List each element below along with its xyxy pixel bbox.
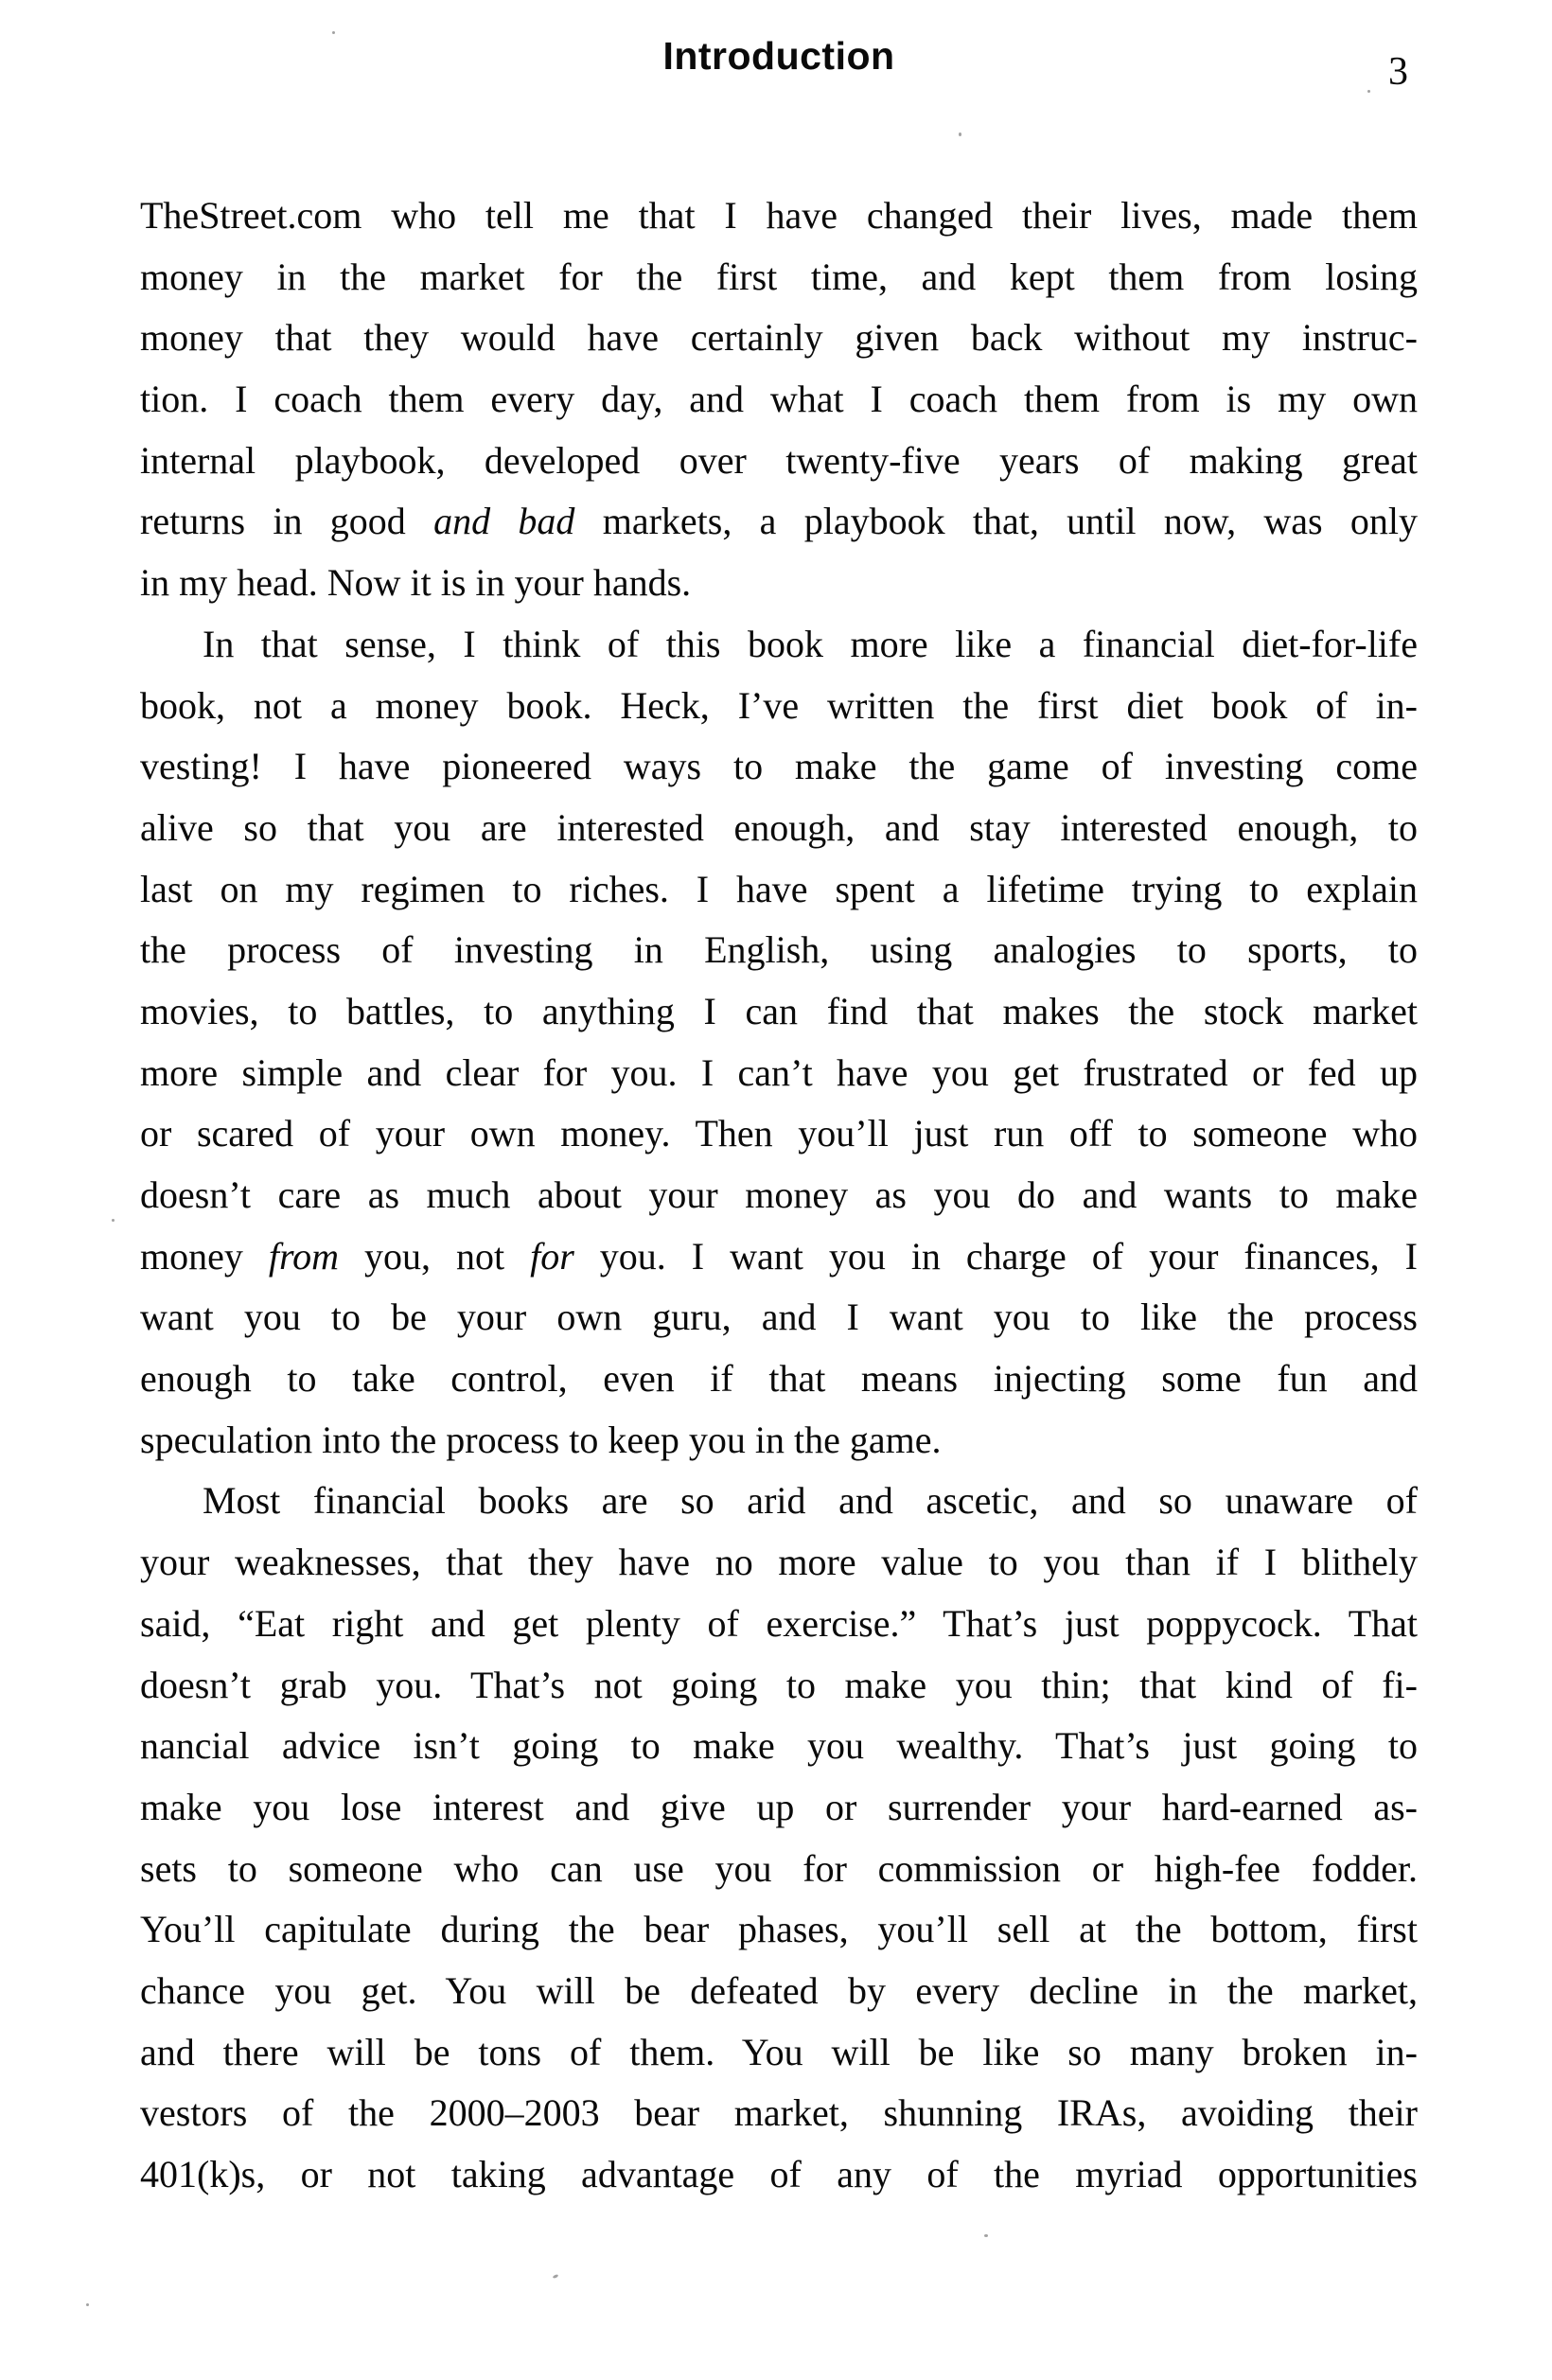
scan-speck: [86, 2303, 89, 2306]
text-line: alive so that you are interested enough, and stay interested enough, to: [140, 805, 1418, 849]
scan-speck: [984, 2234, 988, 2237]
text-line: You’ll capitulate during the bear phases, you’ll sell at the bottom, first: [140, 1908, 1418, 1951]
text-line: and there will be tons of them. You will be like so many broken in-: [140, 2030, 1418, 2073]
text-line: doesn’t care as much about your money as you do and wants to make: [140, 1173, 1418, 1216]
text-line: want you to be your own guru, and I want you to like the process: [140, 1296, 1418, 1339]
text-line: 401(k)s, or not taking advantage of any of the myriad opportunities: [140, 2153, 1418, 2195]
text-line: In that sense, I think of this book more like a financial diet-for-life: [203, 622, 1418, 665]
text-line: TheStreet.com who tell me that I have changed their lives, made them: [140, 194, 1418, 237]
text-line: last on my regimen to riches. I have spent a lifetime trying to explain: [140, 867, 1418, 910]
text-line: sets to someone who can use you for commission or high-fee fodder.: [140, 1846, 1418, 1890]
text-line: movies, to battles, to anything I can find that makes the stock market: [140, 989, 1418, 1032]
text-line: more simple and clear for you. I can’t have you get frustrated or fed up: [140, 1050, 1418, 1094]
page-number: 3: [1388, 50, 1408, 94]
text-line: nancial advice isn’t going to make you wealthy. That’s just going to: [140, 1724, 1418, 1768]
text-line: in my head. Now it is in your hands.: [140, 561, 692, 605]
text-line: said, “Eat right and get plenty of exercise.” That’s just poppycock. That: [140, 1601, 1418, 1645]
text-line: or scared of your own money. Then you’ll just run off to someone who: [140, 1112, 1418, 1155]
text-line: doesn’t grab you. That’s not going to make you thin; that kind of fi-: [140, 1663, 1418, 1706]
text-line: money in the market for the first time, and kept them from losing: [140, 255, 1418, 298]
scan-speck: [1367, 90, 1370, 93]
text-line: internal playbook, developed over twenty-five years of making great: [140, 438, 1418, 482]
scan-speck: [553, 2274, 559, 2279]
scan-speck: [332, 31, 335, 34]
text-line: returns in good and bad markets, a playbook that, until now, was only: [140, 500, 1418, 543]
text-line: money from you, not for you. I want you in charge of your finances, I: [140, 1234, 1418, 1278]
scan-speck: [112, 1219, 115, 1222]
text-line: Most financial books are so arid and ascetic, and so unaware of: [203, 1479, 1418, 1523]
text-line: tion. I coach them every day, and what I coach them from is my own: [140, 378, 1418, 421]
page-title: Introduction: [662, 34, 895, 78]
text-line: your weaknesses, that they have no more value to you than if I blithely: [140, 1541, 1418, 1584]
page-header: [140, 28, 1418, 95]
body-text: [140, 185, 1418, 2206]
text-line: vesting! I have pioneered ways to make the game of investing come: [140, 745, 1418, 788]
text-line: the process of investing in English, using analogies to sports, to: [140, 928, 1418, 972]
text-line: chance you get. You will be defeated by every decline in the market,: [140, 1968, 1418, 2012]
text-line: money that they would have certainly given back without my instruc-: [140, 316, 1418, 360]
text-line: enough to take control, even if that means injecting some fun and: [140, 1357, 1418, 1401]
text-line: speculation into the process to keep you in the game.: [140, 1418, 942, 1461]
text-line: vestors of the 2000–2003 bear market, shunning IRAs, avoiding their: [140, 2091, 1418, 2135]
text-line: make you lose interest and give up or surrender your hard-earned as-: [140, 1785, 1418, 1828]
text-line: book, not a money book. Heck, I’ve written the first diet book of in-: [140, 683, 1418, 727]
scan-speck: [959, 132, 961, 136]
